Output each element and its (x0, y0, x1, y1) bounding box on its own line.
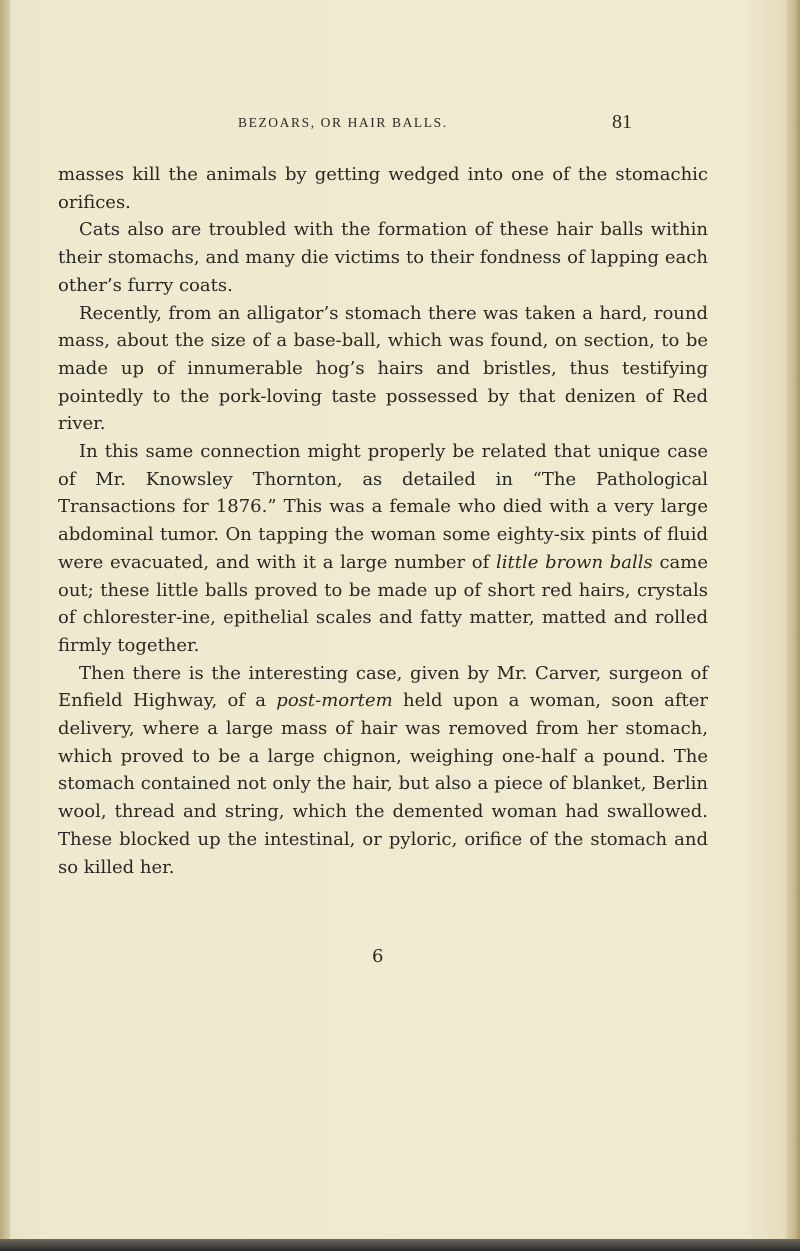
signature-mark: 6 (372, 946, 384, 967)
paragraph-5-text-a: Then there is the interesting case, given by Mr. Carver, surgeon of Enfield Highway, of a (58, 662, 708, 712)
page-fore-edge (786, 0, 800, 1251)
running-head: BEZOARS, OR HAIR BALLS. (238, 115, 448, 130)
paragraph-4-text-a: In this same connection might properly be related that unique case of Mr. Knowsley Thornton, as detailed in “The Pathological Transactions for 1876.” This was a female who died with a very large abdominal tumor. On tapping the woman some eighty-six pints of fluid were evacuated, and with it a large number of (58, 441, 708, 573)
page-gutter-shadow (0, 0, 10, 1251)
body-text (58, 161, 708, 881)
paragraph-5 (58, 660, 708, 882)
paragraph-4-text-b: came out; these little balls proved to be made up of short red hairs, crystals of chlorester-ine, epithelial scales and fatty matter, matted and rolled firmly together. (58, 551, 708, 656)
paragraph-5-italic: post-mortem (276, 690, 393, 712)
paragraph-4-italic: little brown balls (496, 551, 653, 573)
paragraph-5-text-b: held upon a woman, soon after delivery, where a large mass of hair was removed from her stomach, which proved to be a large chignon, weighing one-half a pound. The stomach contained not only the hair, but also a piece of blanket, Berlin wool, thread and string, which the demented woman had swallowed. These blocked up the intestinal, or pyloric, orifice of the stomach and so killed her. (58, 690, 708, 878)
paragraph-3: Recently, from an alligator’s stomach there was taken a hard, round mass, about the size of a base-ball, which was found, on section, to be made up of innumerable hog’s hairs and bristles, thus testifying pointedly to the pork-loving taste possessed by that denizen of Red river. (58, 302, 708, 435)
paragraph-2: Cats also are troubled with the formation of these hair balls within their stomachs, and many die victims to their fondness of lapping each other’s furry coats. (58, 219, 708, 296)
paragraph-4 (58, 438, 708, 660)
page-bottom-edge (0, 1239, 800, 1251)
paragraph-1: masses kill the animals by getting wedged into one of the stomachic orifices. (58, 164, 708, 213)
page-number: 81 (612, 111, 632, 133)
